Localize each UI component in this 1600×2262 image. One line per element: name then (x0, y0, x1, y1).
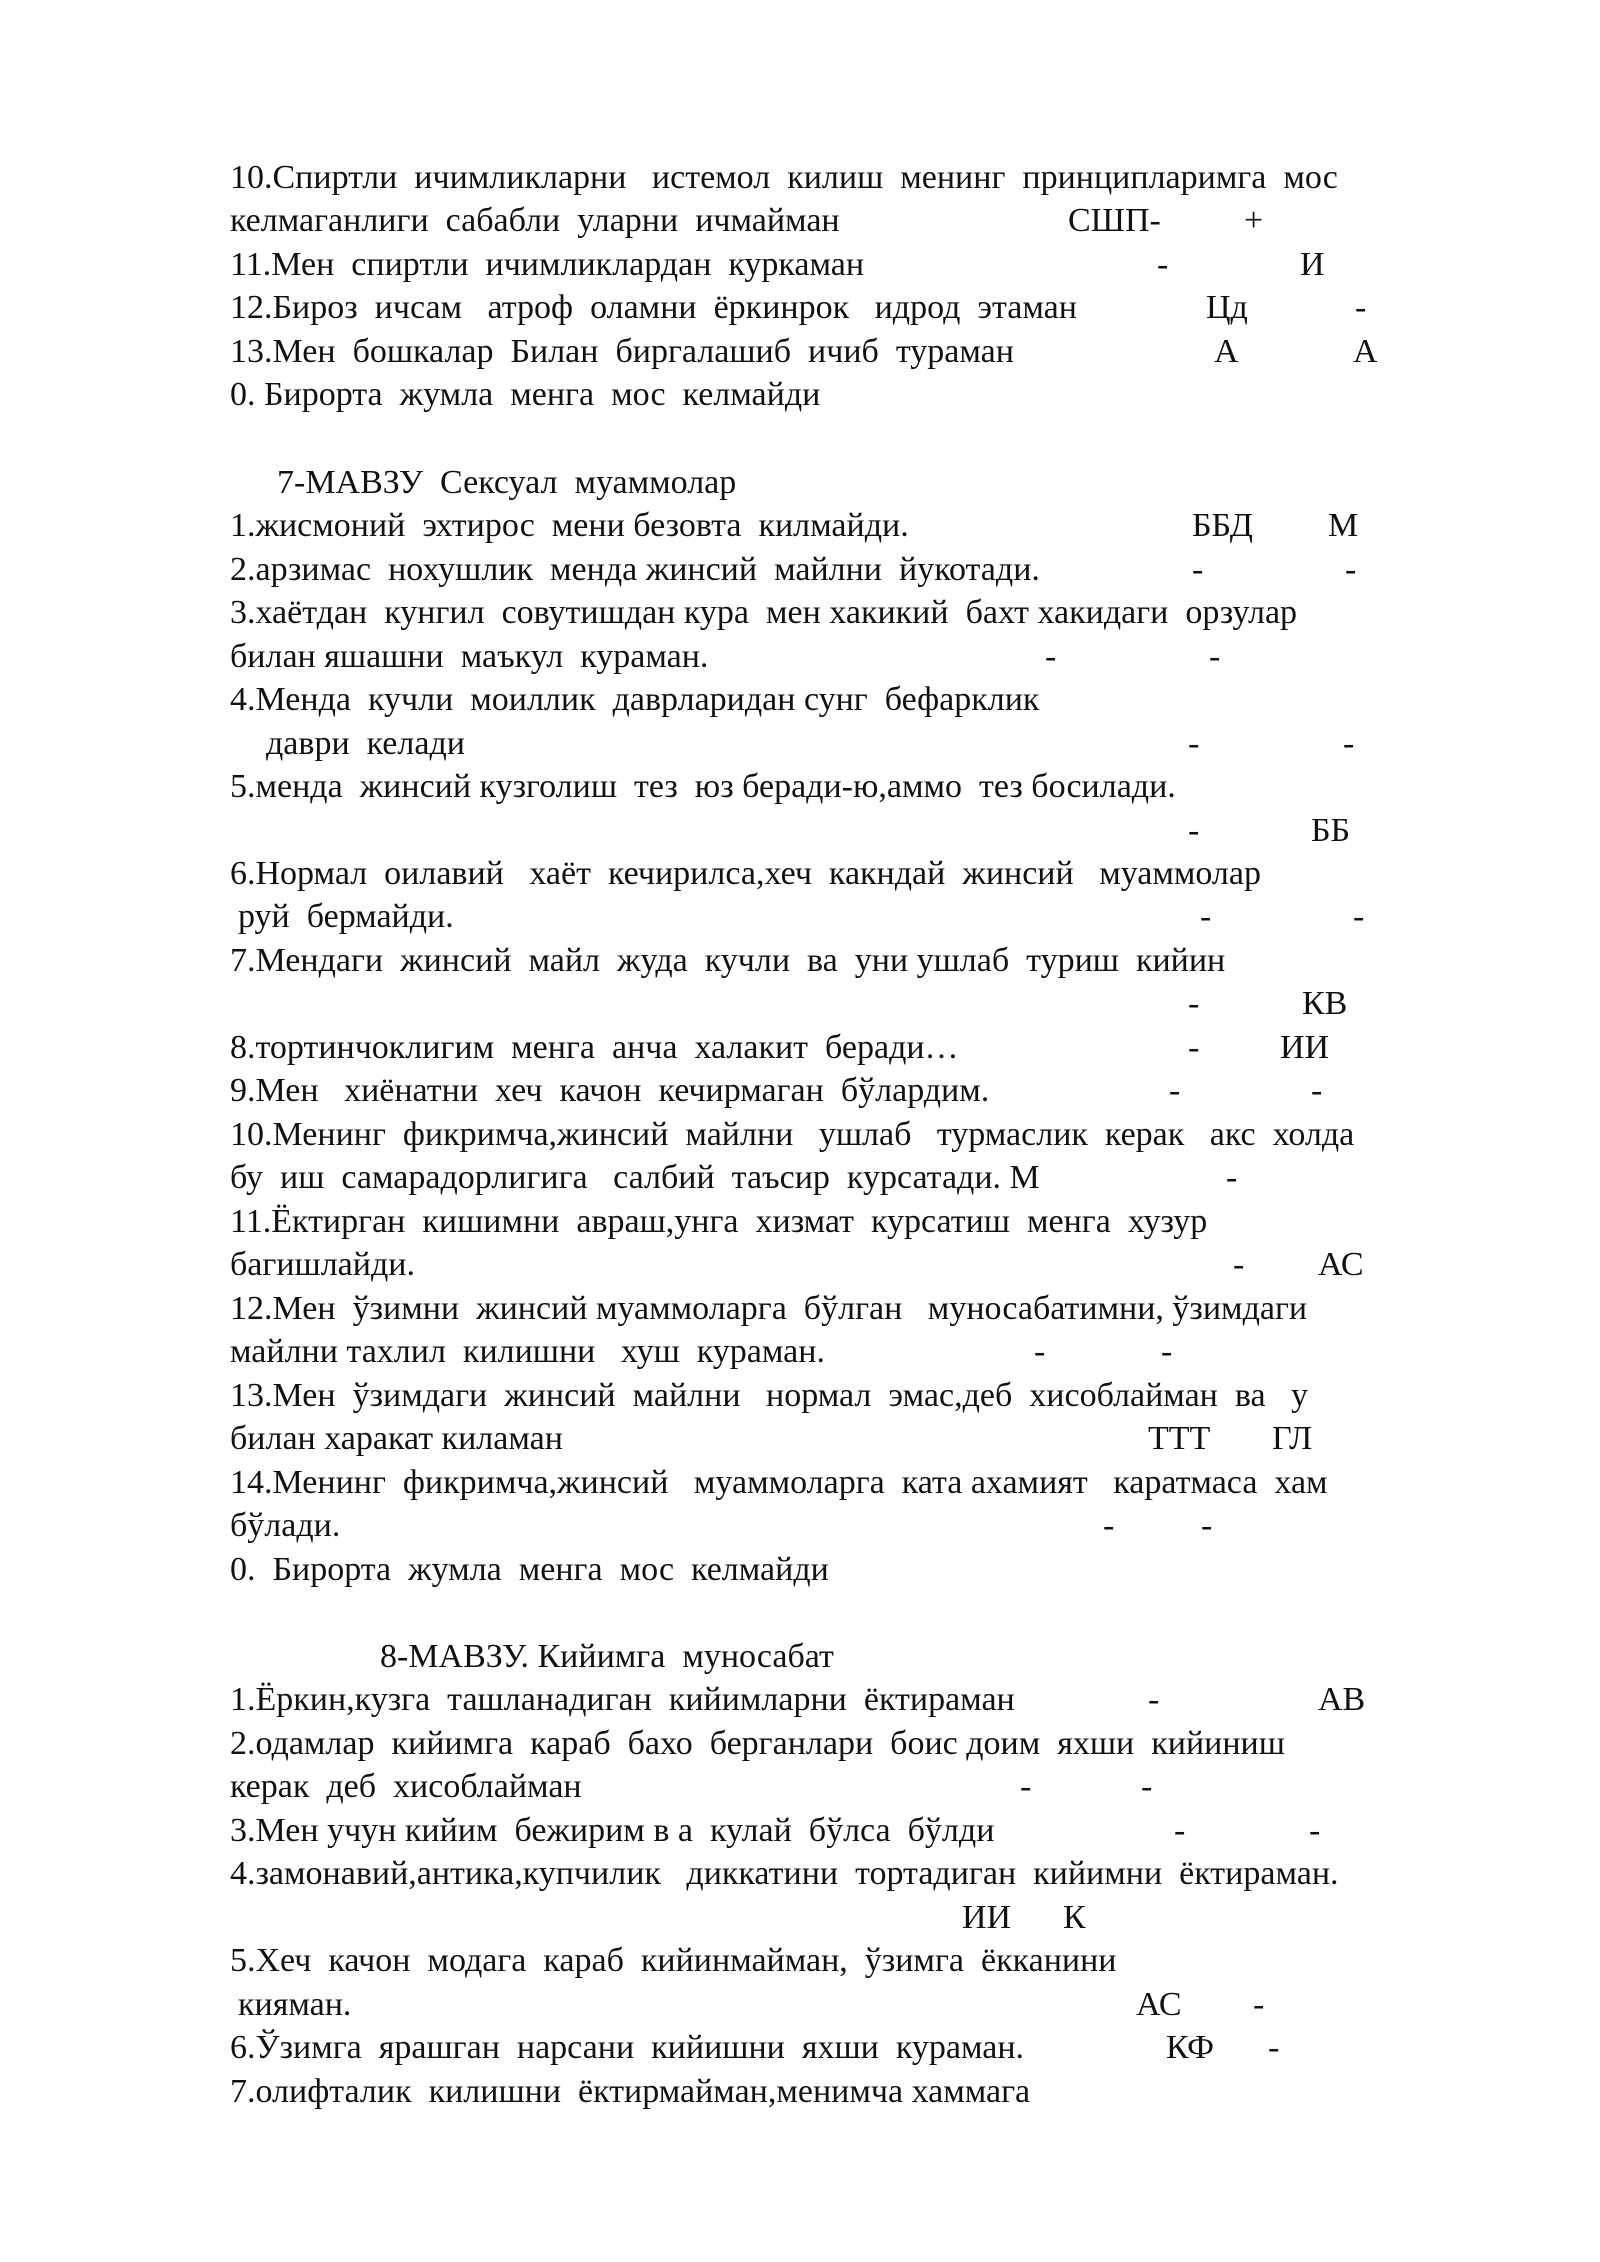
answer-code: ГЛ (1272, 1420, 1313, 1457)
text-line: 10.Менинг фикримча,жинсий майлни ушлаб турмаслик керак акс холда (230, 1116, 1355, 1153)
answer-code: - (1209, 638, 1221, 675)
answer-code: - (1188, 1029, 1200, 1066)
text-line: 6.Ўзимга ярашган нарсани кийишни яхши кураман. (230, 2029, 1025, 2066)
answer-code: - (1020, 1768, 1032, 1805)
answer-code: - (1355, 289, 1367, 326)
text-line: 14.Менинг фикримча,жинсий муаммоларга ката ахамият каратмаса хам (230, 1464, 1328, 1501)
text-line: 11.Мен спиртли ичимликлардан куркаман (230, 246, 865, 283)
text-line: 11.Ёктирган кишимни авраш,унга хизмат курсатиш менга хузур (230, 1203, 1208, 1240)
text-line: 5.Хеч качон модага караб кийинмайман, ўзимга ёкканини (230, 1942, 1117, 1979)
answer-code: АС (1136, 1986, 1182, 2023)
answer-code: АС (1318, 1246, 1364, 1283)
text-line: 10.Спиртли ичимликларни истемол килиш менинг принципларимга мос (230, 159, 1338, 196)
text-line: майлни тахлил килишни хуш кураман. (230, 1333, 825, 1370)
text-line: 4.Менда кучли моиллик даврларидан сунг бефарклик (230, 681, 1040, 718)
text-line: багишлайди. (230, 1246, 415, 1283)
answer-code: А (1353, 333, 1378, 370)
text-line: 1.Ёркин,кузга ташланадиган кийимларни ёктираман (230, 1681, 1015, 1718)
answer-code: КФ (1166, 2029, 1215, 2066)
text-line: руй бермайди. (238, 898, 454, 935)
text-line: 3.Мен учун кийим бежирим в а кулай бўлса бўлди (230, 1812, 995, 1849)
answer-code: А (1214, 333, 1239, 370)
answer-code: - (1353, 898, 1365, 935)
text-line: 8.тортинчоклигим менга анча халакит беради… (230, 1029, 959, 1066)
text-line: бўлади. (230, 1507, 341, 1544)
text-line: кияман. (238, 1986, 352, 2023)
answer-code: Цд (1206, 289, 1248, 326)
text-line: келмаганлиги сабабли уларни ичмайман (230, 202, 840, 239)
text-line: 0. Бирорта жумла менга мос келмайди (230, 376, 821, 413)
answer-code: ББД (1192, 507, 1253, 544)
answer-code: ИИ (1280, 1029, 1330, 1066)
text-line: 0. Бирорта жумла менга мос келмайди (230, 1551, 829, 1588)
text-line: даври келади (266, 725, 465, 762)
answer-code: - (1034, 1333, 1046, 1370)
answer-code: - (1268, 2029, 1280, 2066)
answer-code: К (1063, 1899, 1086, 1936)
answer-code: - (1309, 1812, 1321, 1849)
answer-code: - (1169, 1072, 1181, 1109)
answer-code: КВ (1302, 985, 1348, 1022)
section-heading: 7-МАВЗУ Сексуал муаммолар (277, 464, 737, 501)
answer-code: - (1157, 246, 1169, 283)
text-line: керак деб хисоблайман (230, 1768, 582, 1805)
text-line: 9.Мен хиёнатни хеч качон кечирмаган бўлардим. (230, 1072, 990, 1109)
answer-code: - (1200, 898, 1212, 935)
answer-code: - (1343, 725, 1355, 762)
answer-code: ББ (1311, 812, 1351, 849)
answer-code: - (1345, 551, 1357, 588)
text-line: 1.жисмоний эхтирос мени безовта килмайди. (230, 507, 909, 544)
text-line: 4.замонавий,антика,купчилик диккатини тортадиган кийимни ёктираман. (230, 1855, 1339, 1892)
answer-code: - (1045, 638, 1057, 675)
text-line: бу иш самарадорлигига салбий таъсир курсатади. М (230, 1159, 1040, 1196)
answer-code: - (1188, 812, 1200, 849)
answer-code: + (1244, 202, 1264, 239)
section-heading: 8-МАВЗУ. Кийимга муносабат (380, 1638, 834, 1675)
text-line: 13.Мен бошкалар Билан биргалашиб ичиб тураман (230, 333, 1014, 370)
answer-code: - (1201, 1507, 1213, 1544)
text-line: 2.одамлар кийимга караб бахо берганлари боис доим яхши кийиниш (230, 1725, 1285, 1762)
text-line: 13.Мен ўзимдаги жинсий майлни нормал эмас,деб хисоблайман ва у (230, 1377, 1309, 1414)
text-line: 7.олифталик килишни ёктирмайман,менимча хаммага (230, 2073, 1031, 2110)
text-line: 12.Бироз ичсам атроф оламни ёркинрок идрод этаман (230, 289, 1077, 326)
answer-code: ТТТ (1148, 1420, 1211, 1457)
answer-code: - (1103, 1507, 1115, 1544)
text-line: билан харакат киламан (230, 1420, 563, 1457)
text-line: 6.Нормал оилавий хаёт кечирилса,хеч какндай жинсий муаммолар (230, 855, 1261, 892)
answer-code: - (1188, 725, 1200, 762)
answer-code: - (1141, 1768, 1153, 1805)
answer-code: АВ (1318, 1681, 1366, 1718)
answer-code: - (1148, 1681, 1160, 1718)
text-line: 3.хаётдан кунгил совутишдан кура мен хакикий бахт хакидаги орзулар (230, 594, 1298, 631)
text-line: 2.арзимас нохушлик менда жинсий майлни йукотади. (230, 551, 1040, 588)
answer-code: М (1328, 507, 1359, 544)
answer-code: - (1188, 985, 1200, 1022)
answer-code: ИИ (962, 1899, 1012, 1936)
text-line: 7.Мендаги жинсий майл жуда кучли ва уни ушлаб туриш кийин (230, 942, 1226, 979)
answer-code: - (1161, 1333, 1173, 1370)
text-line: 12.Мен ўзимни жинсий муаммоларга бўлган муносабатимни, ўзимдаги (230, 1290, 1308, 1327)
text-line: билан яшашни маъкул кураман. (230, 638, 709, 675)
answer-code: И (1300, 246, 1325, 283)
answer-code: - (1253, 1986, 1265, 2023)
answer-code: - (1233, 1246, 1245, 1283)
answer-code: - (1192, 551, 1204, 588)
answer-code: - (1226, 1159, 1238, 1196)
answer-code: СШП- (1068, 202, 1161, 239)
answer-code: - (1174, 1812, 1186, 1849)
text-line: 5.менда жинсий кузголиш тез юз беради-ю,аммо тез босилади. (230, 768, 1176, 805)
answer-code: - (1311, 1072, 1323, 1109)
